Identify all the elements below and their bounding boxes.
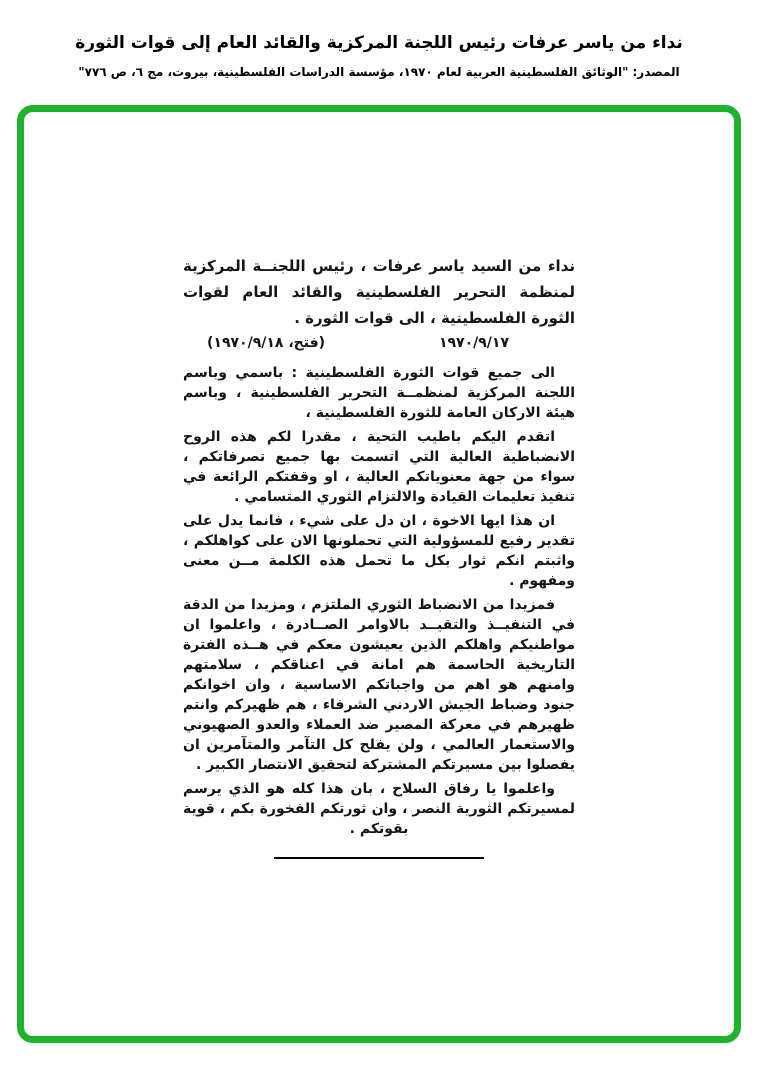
paragraph-salutation: الى جميع قوات الثورة الفلسطينية : باسمي وباسم اللجنة المركزية لمنظمــة التحرير الفلسطينية ، وباسم هيئة الاركان العامة للثورة الفلسطينية ، xyxy=(183,365,575,421)
source-citation: المصدر: "الوثائق الفلسطينية العربية لعام ١٩٧٠، مؤسسة الدراسات الفلسطينية، بيروت، مج ٦، ص ٧٧٦" xyxy=(78,65,680,79)
document-date-note: (فتح، ١٩٧٠/٩/١٨) xyxy=(207,335,326,351)
document-scan xyxy=(183,253,575,859)
document-frame xyxy=(17,105,741,1043)
separator-line xyxy=(274,857,484,859)
paragraph-closing: واعلموا يا رفاق السلاح ، بان هذا كله هو الذي يرسم لمسيرتكم الثورية النصر ، وان ثورتكم الفخورة بكم ، قوية بقوتكم . xyxy=(183,781,575,837)
paragraph-greeting: اتقدم اليكم باطيب التحية ، مقدرا لكم هذه الروح الانضباطية العالية التي اتسمت بها جميع تصرفاتكم ، سواء من جهة معنوياتكم العالية ، او وقفتكم الرائعة في تنفيذ تعليمات القيادة والالتزام الثوري المتسامي . xyxy=(183,429,575,505)
document-date: ١٩٧٠/٩/١٧ xyxy=(438,335,509,351)
document-heading: نداء من السيد ياسر عرفات ، رئيس اللجنــة المركزية لمنظمة التحرير الفلسطينية والقائد العام لقوات الثورة الفلسطينية ، الى قوات الثورة . xyxy=(183,257,575,327)
date-row xyxy=(183,335,575,351)
page-header xyxy=(0,0,758,80)
page-title: نداء من ياسر عرفات رئيس اللجنة المركزية والقائد العام إلى قوات الثورة xyxy=(75,33,683,53)
document-body xyxy=(183,363,575,839)
paragraph-discipline: فمزيدا من الانضباط الثوري الملتزم ، ومزيدا من الدقة في التنفيــذ والتقيــد بالاوامر الصــادرة ، واعلموا ان مواطنيكم واهلكم الذين يعيشون معكم في هــذه الفترة التاريخية الحاسمة هم امانة في اعناقكم ، سلامتهم وامنهم هو اهم من واجباتكم الاساسية ، وان اخوانكم جنود وضباط الجيش الاردني الشرفاء ، هم ظهيركم وانتم ظهيرهم في معركة المصير ضد العملاء والعدو الصهيوني والاستعمار العالمي ، ولن يفلح كل التآمر والمتآمرين ان يفصلوا بين مسيرتكم المشتركة لتحقيق الانتصار الكبير . xyxy=(183,597,575,773)
paragraph-commendation: ان هذا ايها الاخوة ، ان دل على شيء ، فانما يدل على تقدير رفيع للمسؤولية التي تحملونها الان على كواهلكم ، واثبتم انكم ثوار بكل ما تحمل هذه الكلمة مــن معنى ومفهوم . xyxy=(183,513,575,589)
